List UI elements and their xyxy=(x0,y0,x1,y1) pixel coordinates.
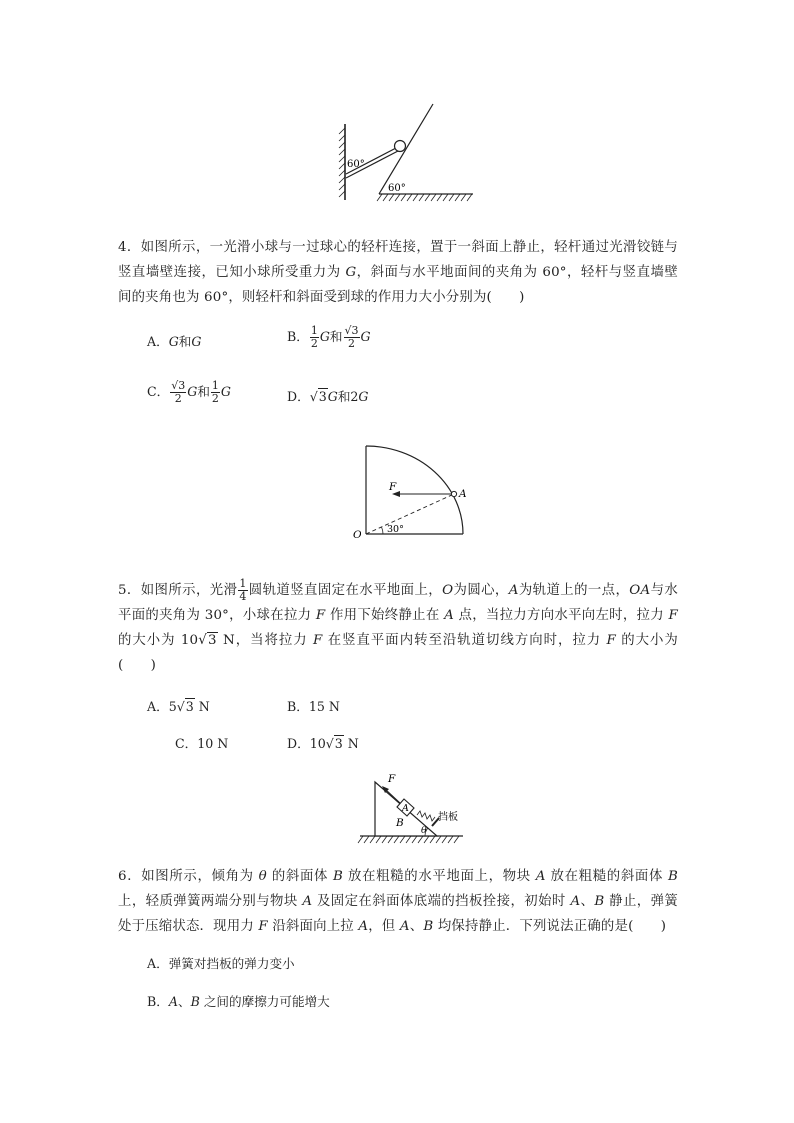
fraction: $\frac{√3}{2}$ xyxy=(171,379,186,405)
fraction: $\frac{1}{4}$ xyxy=(239,577,247,603)
fraction: $\frac{√3}{2}$ xyxy=(344,324,359,350)
fraction: $\frac{1}{2}$ xyxy=(211,379,219,405)
angle-30-label: 30° xyxy=(387,524,404,535)
question-5-stem: 5．如图所示，光滑 $\frac{1}{4}$ 圆轨道竖直固定在水平地面上，O为圆心，A为轨道上的一点，OA与水平面的夹角为 30°，小球在拉力 F 作用下始终静止在 A 点，当拉力方向水平向左时，拉力 F 的大小为 10√3 N，当将拉力 F 在竖直平面内转至沿轨道切线方向时，拉力 F 的大小为( ) xyxy=(118,577,679,673)
block-a-label: A xyxy=(402,803,409,814)
q5-option-c[interactable]: C．10 N xyxy=(175,736,229,751)
q5-option-d[interactable]: D．10√3 N xyxy=(287,736,359,751)
q6-option-a[interactable]: A．弹簧对挡板的弹力变小 xyxy=(147,956,295,971)
theta-label: θ xyxy=(421,825,427,836)
q5-option-a[interactable]: A．5√3 N xyxy=(147,699,210,714)
fraction: $\frac{1}{2}$ xyxy=(310,324,318,350)
q4-option-b[interactable]: B． $\frac{1}{2}$ G和 $\frac{√3}{2}$ G xyxy=(287,324,371,350)
figure-wedge-spring-block xyxy=(355,768,470,848)
force-label: F xyxy=(388,773,396,785)
q6-option-b[interactable]: B．A、B 之间的摩擦力可能增大 xyxy=(147,994,330,1009)
q4-option-d[interactable]: D．√3G和2G xyxy=(287,389,369,404)
q4-option-a[interactable]: A．G和G xyxy=(147,334,202,349)
slope-angle-label: 60° xyxy=(388,183,406,194)
baffle-label: 挡板 xyxy=(438,812,458,823)
question-6-stem: 6．如图所示，倾角为 θ 的斜面体 B 放在粗糙的水平地面上，物块 A 放在粗糙的斜面体 B 上，轻质弹簧两端分别与物块 A 及固定在斜面体底端的挡板拴接，初始时 A、B 静止，弹簧处于压缩状态．现用力 F 沿斜面向上拉 A，但 A、B 均保持静止．下列说法正确的是( ) xyxy=(118,869,679,934)
wedge-b-label: B xyxy=(396,817,404,829)
figure-rod-ball-incline xyxy=(330,100,480,215)
wall-angle-label: 60° xyxy=(347,159,365,170)
point-a-label: A xyxy=(459,488,467,500)
q5-option-b[interactable]: B．15 N xyxy=(287,699,340,714)
origin-label: O xyxy=(353,529,362,541)
force-label: F xyxy=(389,481,397,493)
figure-quarter-circle-track xyxy=(345,440,470,545)
q4-option-c[interactable]: C． $\frac{√3}{2}$ G和 $\frac{1}{2}$ G xyxy=(147,379,231,405)
question-4-stem: 4．如图所示，一光滑小球与一过球心的轻杆连接，置于一斜面上静止，轻杆通过光滑铰链与竖直墙壁连接，已知小球所受重力为 G，斜面与水平地面间的夹角为 60°，轻杆与竖直墙壁间的夹角也为 60°，则轻杆和斜面受到球的作用力大小分别为( ) xyxy=(118,240,679,305)
